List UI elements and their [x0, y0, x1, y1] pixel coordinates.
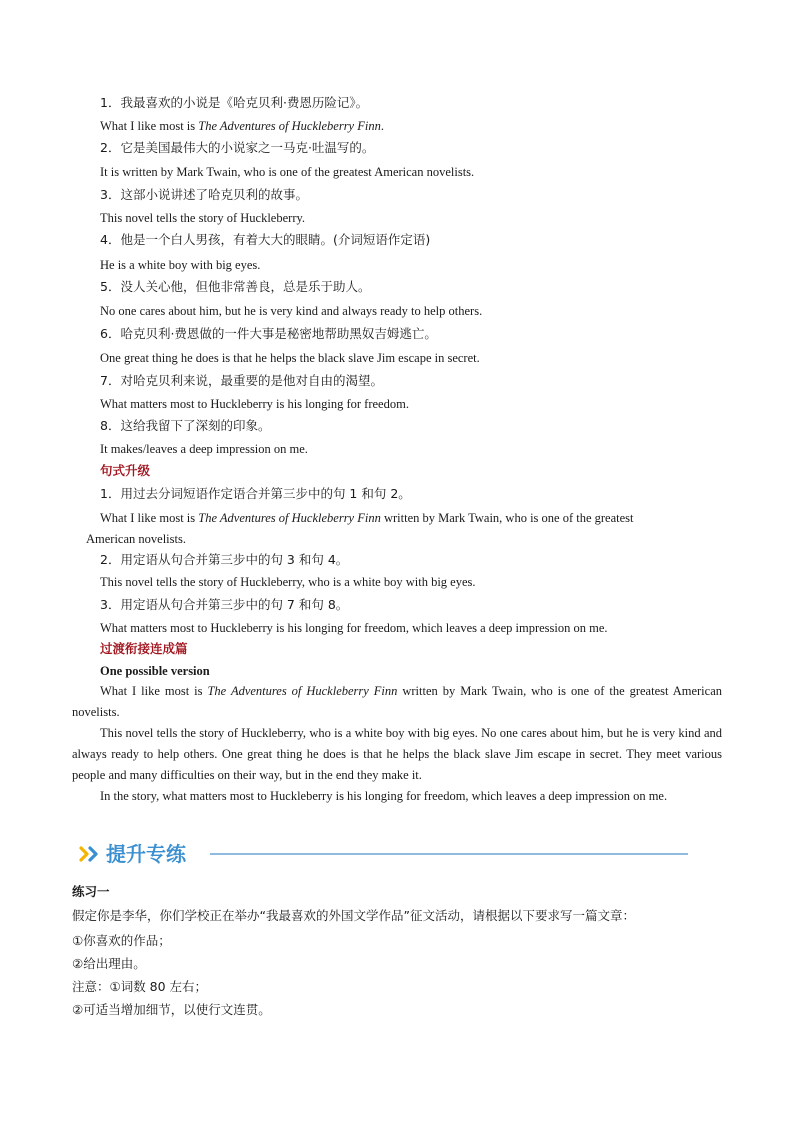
upgrade-2-en: This novel tells the story of Huckleberry, who is a white boy with big eyes. [100, 575, 476, 589]
section-heading-upgrade: 句式升级 [100, 463, 151, 478]
step-7-en: What matters most to Huckleberry is his longing for freedom. [100, 397, 409, 411]
upgrade-1-cn: 1．用过去分词短语作定语合并第三步中的句 1 和句 2。 [100, 486, 411, 501]
step-1-en: What I like most is The Adventures of Huckleberry Finn. [100, 119, 384, 133]
upgrade-1-en-cont: American novelists. [86, 532, 186, 546]
requirement-1: ①你喜欢的作品； [72, 933, 171, 948]
step-3-en: This novel tells the story of Huckleberry. [100, 211, 306, 225]
step-8-cn: 8．这给我留下了深刻的印象。 [100, 418, 271, 433]
step-8-en: It makes/leaves a deep impression on me. [100, 442, 308, 456]
step-7-cn: 7．对哈克贝利来说，最重要的是他对自由的渴望。 [100, 373, 383, 388]
essay-paragraph-2: This novel tells the story of Huckleberry, who is a white boy with big eyes. No one cares about him, but he is very kind and always ready to help others. One great thing he does is that he helps the black slave Jim escape in secret. They meet various people and many difficulties on their way, but in the end they make it. [72, 726, 722, 782]
section-heading-transition: 过渡衔接连成篇 [100, 641, 188, 656]
step-5-cn: 5．没人关心他，但他非常善良，总是乐于助人。 [100, 279, 371, 294]
upgrade-2-cn: 2．用定语从句合并第三步中的句 3 和句 4。 [100, 552, 349, 567]
step-2-en: It is written by Mark Twain, who is one of the greatest American novelists. [100, 165, 475, 179]
double-chevron-icon [78, 845, 102, 863]
essay-paragraph-1: What I like most is The Adventures of Huckleberry Finn written by Mark Twain, who is one of the greatest American novelists. [72, 684, 723, 719]
step-6-cn: 6．哈克贝利·费恩做的一件大事是秘密地帮助黑奴吉姆逃亡。 [100, 326, 437, 341]
requirement-2: ②给出理由。 [72, 956, 146, 971]
note-2: ②可适当增加细节，以使行文连贯。 [72, 1002, 271, 1017]
step-1-cn: 1．我最喜欢的小说是《哈克贝利·费恩历险记》。 [100, 95, 369, 110]
step-4-cn: 4．他是一个白人男孩，有着大大的眼睛。(介词短语作定语) [100, 232, 431, 247]
upgrade-3-cn: 3．用定语从句合并第三步中的句 7 和句 8。 [100, 597, 349, 612]
step-4-en: He is a white boy with big eyes. [100, 258, 261, 272]
exercise-label: 练习一 [72, 884, 110, 899]
step-6-en: One great thing he does is that he helps the black slave Jim escape in secret. [100, 351, 480, 365]
exercise-prompt: 假定你是李华，你们学校正在举办“我最喜欢的外国文学作品”征文活动，请根据以下要求写一篇文章： [72, 908, 635, 923]
book-title: The Adventures of Huckleberry Finn [198, 119, 381, 133]
section-divider [210, 853, 688, 855]
essay-paragraph-3: In the story, what matters most to Huckleberry is his longing for freedom, which leaves a deep impression on me. [100, 789, 668, 803]
section-banner [78, 840, 690, 870]
step-2-cn: 2．它是美国最伟大的小说家之一马克·吐温写的。 [100, 140, 375, 155]
version-label: One possible version [100, 664, 210, 678]
upgrade-1-en: What I like most is The Adventures of Huckleberry Finn written by Mark Twain, who is one of the greatest [100, 511, 634, 525]
upgrade-3-en: What matters most to Huckleberry is his longing for freedom, which leaves a deep impression on me. [100, 621, 608, 635]
step-5-en: No one cares about him, but he is very kind and always ready to help others. [100, 304, 483, 318]
section-title: 提升专练 [106, 842, 186, 866]
step-3-cn: 3．这部小说讲述了哈克贝利的故事。 [100, 187, 308, 202]
note-1: 注意：①词数 80 左右； [72, 979, 208, 994]
